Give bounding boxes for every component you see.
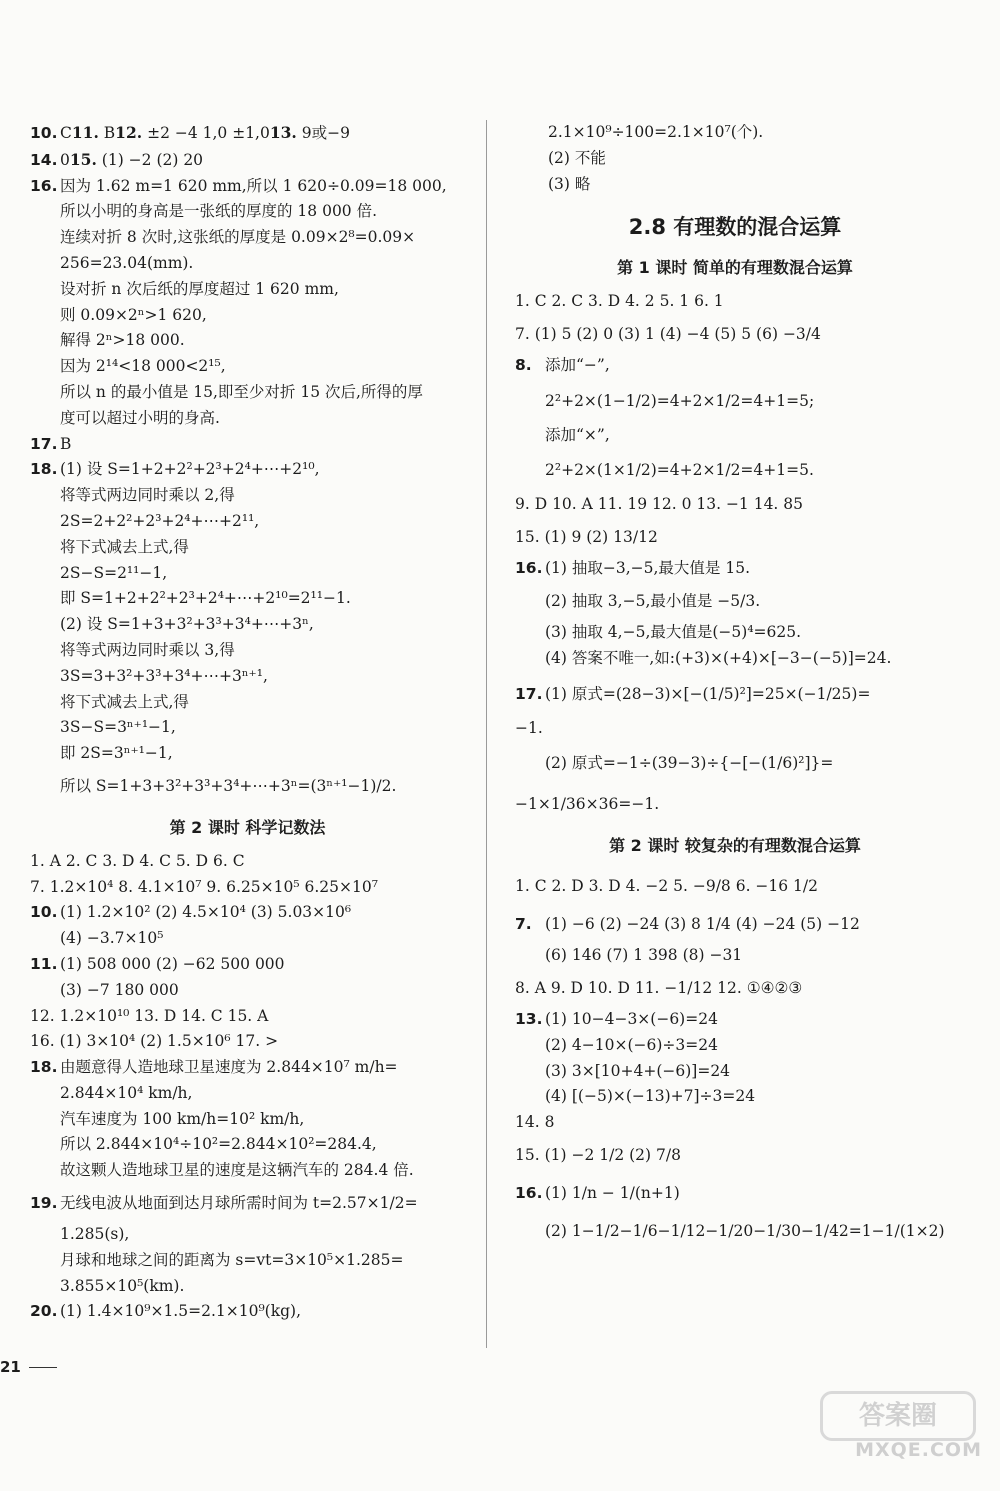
answer-row: 8. A 9. D 10. D 11. −1/12 12. ①④②③ bbox=[515, 978, 803, 997]
question-number: 19. bbox=[30, 1194, 58, 1213]
question-number: 11. bbox=[71, 123, 99, 142]
lesson-title: 第 2 课时 科学记数法 bbox=[169, 817, 326, 837]
page-number bbox=[0, 1358, 57, 1376]
answer-line: 因为 2¹⁴<18 000<2¹⁵, bbox=[60, 357, 226, 376]
question-number: 8. bbox=[515, 355, 532, 374]
footer-rule bbox=[29, 1367, 57, 1368]
answer-line: (1) −6 (2) −24 (3) 8 1/4 (4) −24 (5) −12 bbox=[545, 915, 860, 934]
answer-line: 2.844×10⁴ km/h, bbox=[60, 1083, 193, 1102]
answer-text: 0 bbox=[60, 150, 70, 169]
question-20 bbox=[30, 1299, 465, 1325]
answer-row: 1. C 2. C 3. D 4. 2 5. 1 6. 1 bbox=[515, 291, 724, 310]
question-17 bbox=[515, 672, 955, 824]
answer-line: 3.855×10⁵(km). bbox=[60, 1276, 185, 1295]
answer-line: 则 0.09×2ⁿ>1 620, bbox=[60, 305, 207, 324]
question-number: 17. bbox=[30, 434, 58, 453]
answer-line: 添加“−”, bbox=[545, 355, 610, 374]
answer-line: (2) 原式=−1÷(39−3)÷{−[−(1/6)²]}= bbox=[545, 754, 834, 773]
answer-line: 将下式减去上式,得 bbox=[60, 692, 189, 711]
answer-line: (1) 1.2×10² (2) 4.5×10⁴ (3) 5.03×10⁶ bbox=[60, 903, 352, 922]
answer-line: (1) 抽取−3,−5,最大值是 15. bbox=[545, 559, 751, 578]
answer-row bbox=[30, 147, 465, 174]
question-17 bbox=[30, 432, 465, 458]
answer-line: (1) 设 S=1+2+2²+2³+2⁴+⋯+2¹⁰, bbox=[60, 460, 320, 479]
answer-row: 1. A 2. C 3. D 4. C 5. D 6. C bbox=[30, 851, 245, 870]
answer-row: 7. 1.2×10⁴ 8. 4.1×10⁷ 9. 6.25×10⁵ 6.25×10⁷ bbox=[30, 877, 378, 896]
question-number: 13. bbox=[515, 1009, 543, 1028]
answer-row: 9. D 10. A 11. 19 12. 0 13. −1 14. 85 bbox=[515, 495, 804, 514]
question-number: 15. bbox=[69, 149, 97, 169]
answer-line: −1×1/36×36=−1. bbox=[515, 795, 660, 814]
answer-row: 12. 1.2×10¹⁰ 13. D 14. C 15. A bbox=[30, 1006, 269, 1025]
question-number: 17. bbox=[515, 684, 543, 703]
answer-line: 将下式减去上式,得 bbox=[60, 537, 189, 556]
question-16 bbox=[515, 556, 955, 671]
answer-line: 所以小明的身高是一张纸的厚度的 18 000 倍. bbox=[60, 202, 378, 221]
answer-line: (2) 4−10×(−6)÷3=24 bbox=[545, 1035, 718, 1054]
question-13 bbox=[515, 1007, 955, 1110]
answer-line: 将等式两边同时乘以 2,得 bbox=[60, 486, 235, 505]
answer-line: 解得 2ⁿ>18 000. bbox=[60, 331, 185, 350]
answer-line: 无线电波从地面到达月球所需时间为 t=2.57×1/2= bbox=[60, 1194, 418, 1213]
watermark-url: MXQE.COM bbox=[855, 1439, 982, 1461]
answer-line: (1) 508 000 (2) −62 500 000 bbox=[60, 954, 285, 973]
answer-line: (3) 略 bbox=[548, 174, 591, 193]
answer-line: (3) −7 180 000 bbox=[60, 980, 179, 999]
answer-line: (1) 原式=(28−3)×[−(1/5)²]=25×(−1/25)= bbox=[545, 684, 871, 703]
lesson-title: 第 1 课时 简单的有理数混合运算 bbox=[617, 258, 853, 278]
answer-line: 所以 2.844×10⁴÷10²=2.844×10²=284.4, bbox=[60, 1135, 377, 1154]
answer-line: (6) 146 (7) 1 398 (8) −31 bbox=[545, 946, 743, 965]
answer-line: 设对折 n 次后纸的厚度超过 1 620 mm, bbox=[60, 279, 339, 298]
question-number: 12. bbox=[115, 123, 143, 142]
answer-line: 即 2S=3ⁿ⁺¹−1, bbox=[60, 744, 173, 763]
answer-line: (4) 答案不唯一,如:(+3)×(+4)×[−3−(−5)]=24. bbox=[545, 648, 892, 667]
question-number: 10. bbox=[30, 903, 58, 922]
answer-line: 添加“×”, bbox=[545, 425, 610, 444]
watermark-logo: 答案圈 bbox=[820, 1391, 976, 1441]
answer-text: (1) −2 (2) 20 bbox=[101, 150, 204, 169]
answer-line: 3S=3+3²+3³+3⁴+⋯+3ⁿ⁺¹, bbox=[60, 666, 268, 685]
answer-line: (4) [(−5)×(−13)+7]÷3=24 bbox=[545, 1087, 756, 1106]
answer-text: C bbox=[60, 124, 72, 142]
question-number: 11. bbox=[30, 954, 58, 973]
answer-line: 连续对折 8 次时,这张纸的厚度是 0.09×2⁸=0.09× bbox=[60, 228, 416, 247]
question-number: 16. bbox=[515, 559, 543, 578]
answer-line: 汽车速度为 100 km/h=10² km/h, bbox=[60, 1109, 305, 1128]
answer-row: 1. C 2. D 3. D 4. −2 5. −9/8 6. −16 1/2 bbox=[515, 877, 819, 896]
watermark bbox=[802, 1391, 982, 1461]
answer-line: (3) 抽取 4,−5,最大值是(−5)⁴=625. bbox=[545, 622, 802, 641]
question-11 bbox=[30, 952, 465, 1004]
answer-text: B bbox=[103, 124, 116, 142]
answer-line: 所以 n 的最小值是 15,即至少对折 15 次后,所得的厚 bbox=[60, 382, 423, 401]
question-18 bbox=[30, 457, 465, 805]
question-number: 10. bbox=[30, 124, 58, 142]
question-number: 14. bbox=[30, 150, 58, 169]
question-number: 18. bbox=[30, 460, 58, 479]
answer-line: 2S=2+2²+2³+2⁴+⋯+2¹¹, bbox=[60, 511, 260, 530]
question-16b bbox=[515, 1174, 955, 1250]
answer-line: (1) 1/n − 1/(n+1) bbox=[545, 1183, 680, 1202]
answer-line: 所以 S=1+3+3²+3³+3⁴+⋯+3ⁿ=(3ⁿ⁺¹−1)/2. bbox=[60, 776, 397, 795]
answer-line: 度可以超过小明的身高. bbox=[60, 408, 220, 427]
answer-line: (2) 1−1/2−1/6−1/12−1/20−1/30−1/42=1−1/(1×2) bbox=[545, 1221, 945, 1240]
right-column bbox=[515, 120, 955, 1250]
left-column bbox=[30, 120, 465, 1325]
question-19 bbox=[30, 1184, 465, 1299]
page-number-text: 21 bbox=[0, 1358, 21, 1376]
answer-line: (3) 3×[10+4+(−6)]=24 bbox=[545, 1061, 731, 1080]
answer-line: 由题意得人造地球卫星速度为 2.844×10⁷ m/h= bbox=[60, 1058, 398, 1077]
answer-line: −1. bbox=[515, 718, 543, 737]
answer-line: 1.285(s), bbox=[60, 1225, 130, 1244]
answer-line: 2²+2×(1×1/2)=4+2×1/2=4+1=5. bbox=[545, 461, 814, 480]
answer-line: 2²+2×(1−1/2)=4+2×1/2=4+1=5; bbox=[545, 391, 815, 410]
answer-line: 2S−S=2¹¹−1, bbox=[60, 563, 168, 582]
answer-row: 15. (1) 9 (2) 13/12 bbox=[515, 528, 658, 547]
answer-line: (2) 抽取 3,−5,最小值是 −5/3. bbox=[545, 591, 761, 610]
answer-row: 15. (1) −2 1/2 (2) 7/8 bbox=[515, 1145, 681, 1164]
answer-line: (2) 不能 bbox=[548, 148, 606, 167]
question-number: 16. bbox=[30, 176, 58, 195]
answer-line: 将等式两边同时乘以 3,得 bbox=[60, 640, 235, 659]
question-18b bbox=[30, 1055, 465, 1184]
answer-line: (2) 设 S=1+3+3²+3³+3⁴+⋯+3ⁿ, bbox=[60, 615, 314, 634]
question-7 bbox=[515, 905, 955, 969]
answer-line: (4) −3.7×10⁵ bbox=[60, 929, 164, 948]
answer-line: 2.1×10⁹÷100=2.1×10⁷(个). bbox=[548, 123, 764, 141]
lesson-title: 第 2 课时 较复杂的有理数混合运算 bbox=[609, 836, 861, 856]
question-number: 16. bbox=[515, 1183, 543, 1202]
question-number: 13. bbox=[269, 123, 297, 142]
answer-line: 即 S=1+2+2²+2³+2⁴+⋯+2¹⁰=2¹¹−1. bbox=[60, 589, 351, 608]
section-title: 2.8 有理数的混合运算 bbox=[628, 215, 842, 240]
question-8 bbox=[515, 353, 955, 493]
column-divider bbox=[486, 120, 487, 1348]
question-10 bbox=[30, 900, 465, 952]
answer-text: (1) 1.4×10⁹×1.5=2.1×10⁹(kg), bbox=[60, 1302, 301, 1321]
answer-line: (1) 10−4−3×(−6)=24 bbox=[545, 1009, 718, 1028]
answer-text: B bbox=[60, 434, 72, 453]
answer-line: 256=23.04(mm). bbox=[60, 253, 194, 272]
answer-text: ±2 −4 1,0 ±1,0 bbox=[147, 124, 270, 142]
answer-row: 16. (1) 3×10⁴ (2) 1.5×10⁶ 17. > bbox=[30, 1032, 279, 1051]
answer-line: 月球和地球之间的距离为 s=vt=3×10⁵×1.285= bbox=[60, 1250, 404, 1269]
answer-line: 3S−S=3ⁿ⁺¹−1, bbox=[60, 718, 176, 737]
answer-row bbox=[30, 120, 465, 147]
question-number: 18. bbox=[30, 1058, 58, 1077]
question-number: 7. bbox=[515, 915, 532, 934]
answer-line: 因为 1.62 m=1 620 mm,所以 1 620÷0.09=18 000, bbox=[60, 176, 447, 195]
answer-text: 9或−9 bbox=[301, 124, 350, 142]
answer-row: 14. 8 bbox=[515, 1113, 555, 1132]
answer-row: 7. (1) 5 (2) 0 (3) 1 (4) −4 (5) 5 (6) −3/4 bbox=[515, 324, 821, 343]
answer-line: 故这颗人造地球卫星的速度是这辆汽车的 284.4 倍. bbox=[60, 1161, 414, 1180]
question-16 bbox=[30, 174, 465, 432]
question-number: 20. bbox=[30, 1302, 58, 1321]
